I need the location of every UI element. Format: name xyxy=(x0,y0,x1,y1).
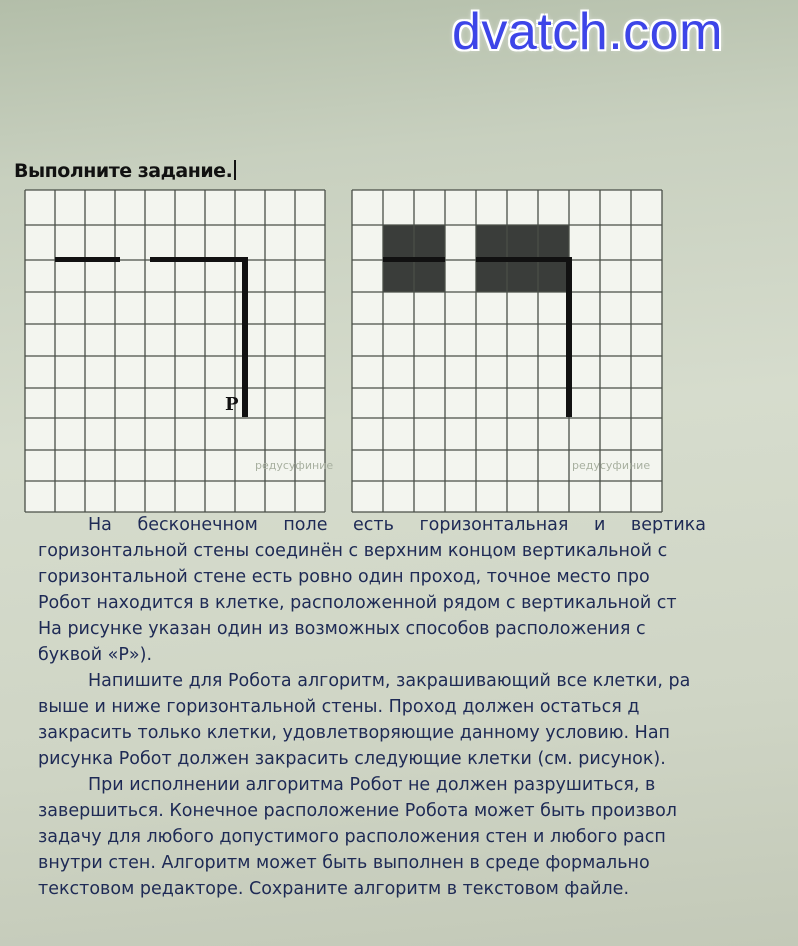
robot-marker: Р xyxy=(225,394,239,415)
text-line: горизонтальной стене есть ровно один проход, точное место про xyxy=(38,567,650,587)
vertical-wall xyxy=(566,257,572,417)
text-line: внутри стен. Алгоритм может быть выполнен в среде формально xyxy=(38,853,650,873)
text-line: рисунка Робот должен закрасить следующие клетки (см. рисунок). xyxy=(38,749,666,769)
text-line: задачу для любого допустимого расположения стен и любого расп xyxy=(38,827,666,847)
task-description xyxy=(38,512,798,902)
text-line: На рисунке указан один из возможных способов расположения с xyxy=(38,619,646,639)
field-result xyxy=(352,190,662,512)
horizontal-wall-right xyxy=(150,257,248,262)
horizontal-wall-left xyxy=(383,257,445,262)
text-cursor xyxy=(234,160,236,180)
text-line: буквой «Р»). xyxy=(38,645,153,665)
text-line: При исполнении алгоритма Робот не должен разрушиться, в xyxy=(88,775,656,795)
text-line: текстовом редакторе. Сохраните алгоритм в текстовом файле. xyxy=(38,879,630,899)
text-line: завершиться. Конечное расположение Робота может быть произвол xyxy=(38,801,677,821)
field-initial xyxy=(25,190,334,512)
painted-cells-lower-right xyxy=(476,260,569,292)
text-line: горизонтальной стены соединён с верхним концом вертикальной с xyxy=(38,541,668,561)
vertical-wall xyxy=(242,257,248,417)
task-title-text: Выполните задание. xyxy=(14,160,233,182)
painted-cells-upper-right xyxy=(476,225,569,260)
faint-label: редусуфиние xyxy=(572,459,651,472)
text-line: закрасить только клетки, удовлетворяющие данному условию. Нап xyxy=(38,723,670,743)
text-line: На бесконечном поле есть горизонтальная и вертика xyxy=(88,515,706,535)
text-line: выше и ниже горизонтальной стены. Проход должен остаться д xyxy=(38,697,640,717)
text-line: Робот находится в клетке, расположенной рядом с вертикальной ст xyxy=(38,593,677,613)
faint-label: редусуфиние xyxy=(255,459,334,472)
text-line: Напишите для Робота алгоритм, закрашивающий все клетки, ра xyxy=(88,671,691,691)
horizontal-wall-right xyxy=(476,257,572,262)
watermark: dvatch.com xyxy=(452,3,723,61)
horizontal-wall-left xyxy=(55,257,120,262)
task-title xyxy=(14,160,236,182)
